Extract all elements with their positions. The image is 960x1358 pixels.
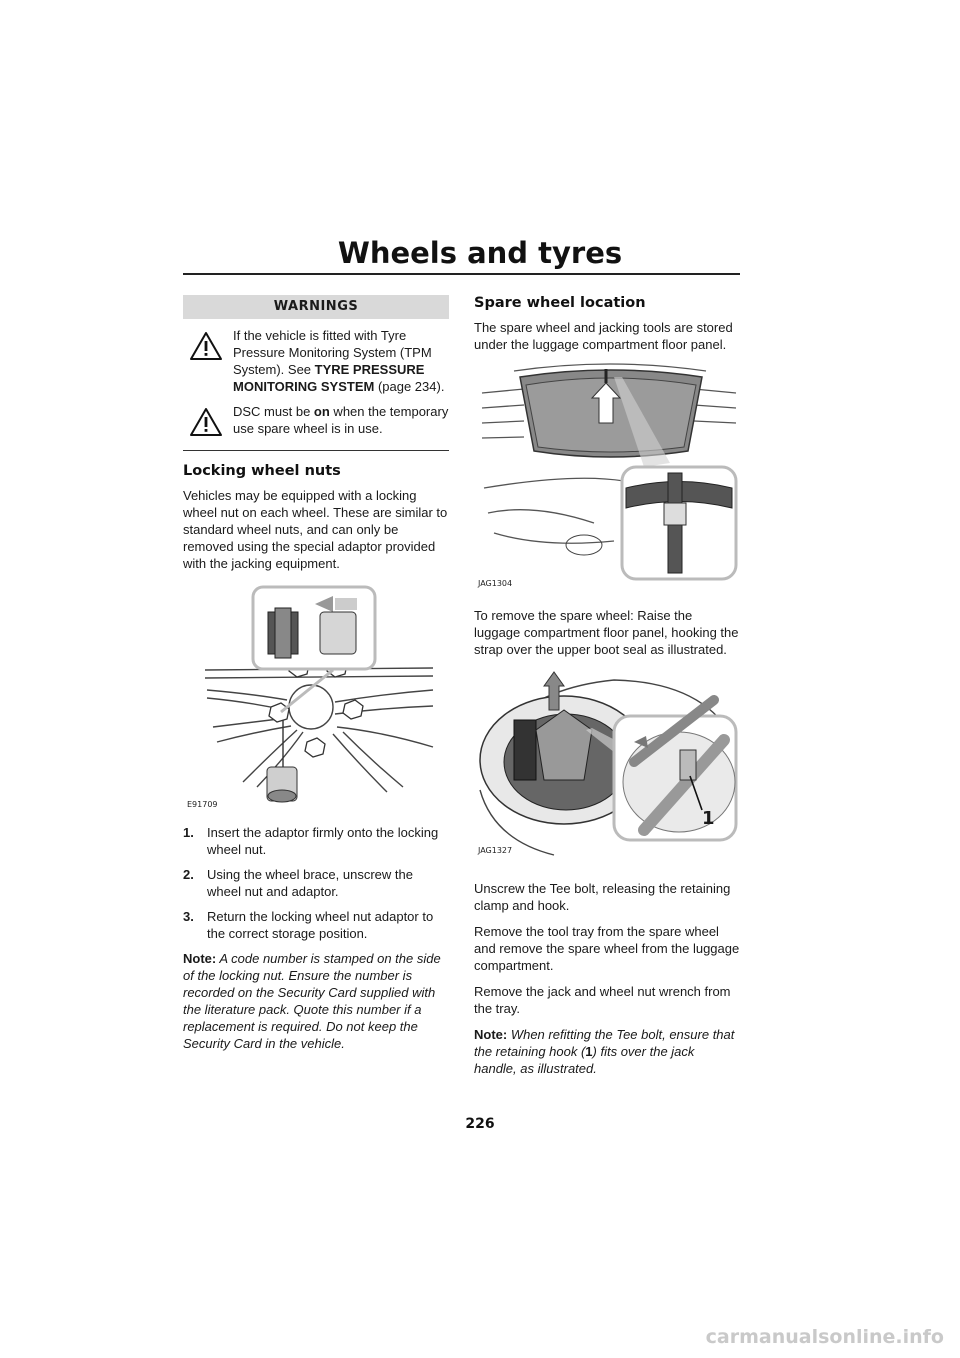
step-text: Insert the adaptor firmly onto the locking wheel nut.: [207, 825, 439, 857]
figure-locking-nut: [183, 582, 449, 812]
section-heading-locking: Locking wheel nuts: [183, 463, 341, 479]
warnings-heading: WARNINGS: [183, 295, 449, 319]
page-number: 226: [465, 1116, 495, 1132]
section-heading-spare: Spare wheel location: [474, 295, 646, 311]
warning-text-b: when the temporary use spare wheel is in use.: [233, 404, 449, 436]
spare-intro: The spare wheel and jacking tools are stored under the luggage compartment floor panel.: [474, 320, 733, 352]
step-item: [183, 908, 449, 942]
callout-1: 1: [702, 808, 715, 829]
warning-emph: on: [313, 404, 330, 419]
warning-text: [233, 403, 449, 437]
warnings-box: [183, 295, 449, 451]
para-remove-jack: Remove the jack and wheel nut wrench from the tray.: [474, 984, 731, 1016]
step-number: 2.: [183, 867, 194, 882]
warning-text-a: If the vehicle is fitted with Tyre Pressure Monitoring System (TPM System). See: [233, 328, 432, 377]
note-ref: 1: [585, 1044, 593, 1059]
step-number: 3.: [183, 909, 194, 924]
warning-item: [183, 395, 449, 442]
note-text-b: ) fits over the jack handle, as illustrated.: [474, 1044, 695, 1076]
figure-code: E91709: [187, 800, 218, 809]
step-item: [183, 824, 449, 858]
note-text: A code number is stamped on the side of the locking nut. Ensure the number is recorded on the Security Card supplied with the literature pack. Quote this number if a replacement is required. Do not keep the Security Card in the vehicle.: [183, 951, 441, 1051]
locking-note: [183, 950, 449, 1052]
warning-text-a: DSC must be: [233, 404, 314, 419]
step-text: Return the locking wheel nut adaptor to the correct storage position.: [207, 909, 434, 941]
warning-text-b: (page 234).: [374, 379, 445, 394]
warning-triangle-icon: [183, 327, 233, 366]
note-label: Note:: [183, 951, 217, 966]
warning-triangle-icon: [183, 403, 233, 442]
locking-nut-illustration: [183, 582, 449, 812]
figure-code: JAG1327: [478, 846, 513, 855]
note-label: Note:: [474, 1027, 508, 1042]
figure-spare-location: [474, 363, 740, 595]
warning-text: [233, 327, 449, 395]
locking-intro: Vehicles may be equipped with a locking wheel nut on each wheel. These are similar to standard wheel nuts, and can only be removed using the special adaptor provided with the jacking equipment.: [183, 488, 448, 571]
warning-item: [183, 319, 449, 395]
spare-note: [474, 1026, 740, 1077]
para-remove-tray: Remove the tool tray from the spare wheel and remove the spare wheel from the luggage compartment.: [474, 924, 740, 973]
step-item: [183, 866, 449, 900]
step-text: Using the wheel brace, unscrew the wheel nut and adaptor.: [207, 867, 413, 899]
tool-tray-illustration: [474, 670, 740, 864]
warnings-divider: [183, 450, 449, 451]
figure-tool-tray: [474, 670, 740, 864]
watermark: carmanualsonline.info: [705, 1326, 944, 1348]
remove-instructions: To remove the spare wheel: Raise the luggage compartment floor panel, hooking the strap over the upper boot seal as illustrated.: [474, 608, 739, 657]
right-column: [474, 295, 740, 1077]
warning-link-tpms[interactable]: TYRE PRESSURE MONITORING SYSTEM: [233, 362, 425, 394]
step-number: 1.: [183, 825, 194, 840]
note-text-a: When refitting the Tee bolt, ensure that the retaining hook (: [474, 1027, 735, 1059]
title-rule: [183, 273, 740, 275]
figure-code: JAG1304: [478, 579, 513, 588]
boot-illustration: [474, 363, 740, 595]
left-column: [183, 295, 449, 1052]
page-title: Wheels and tyres: [337, 236, 623, 270]
para-tee-bolt: Unscrew the Tee bolt, releasing the retaining clamp and hook.: [474, 881, 731, 913]
